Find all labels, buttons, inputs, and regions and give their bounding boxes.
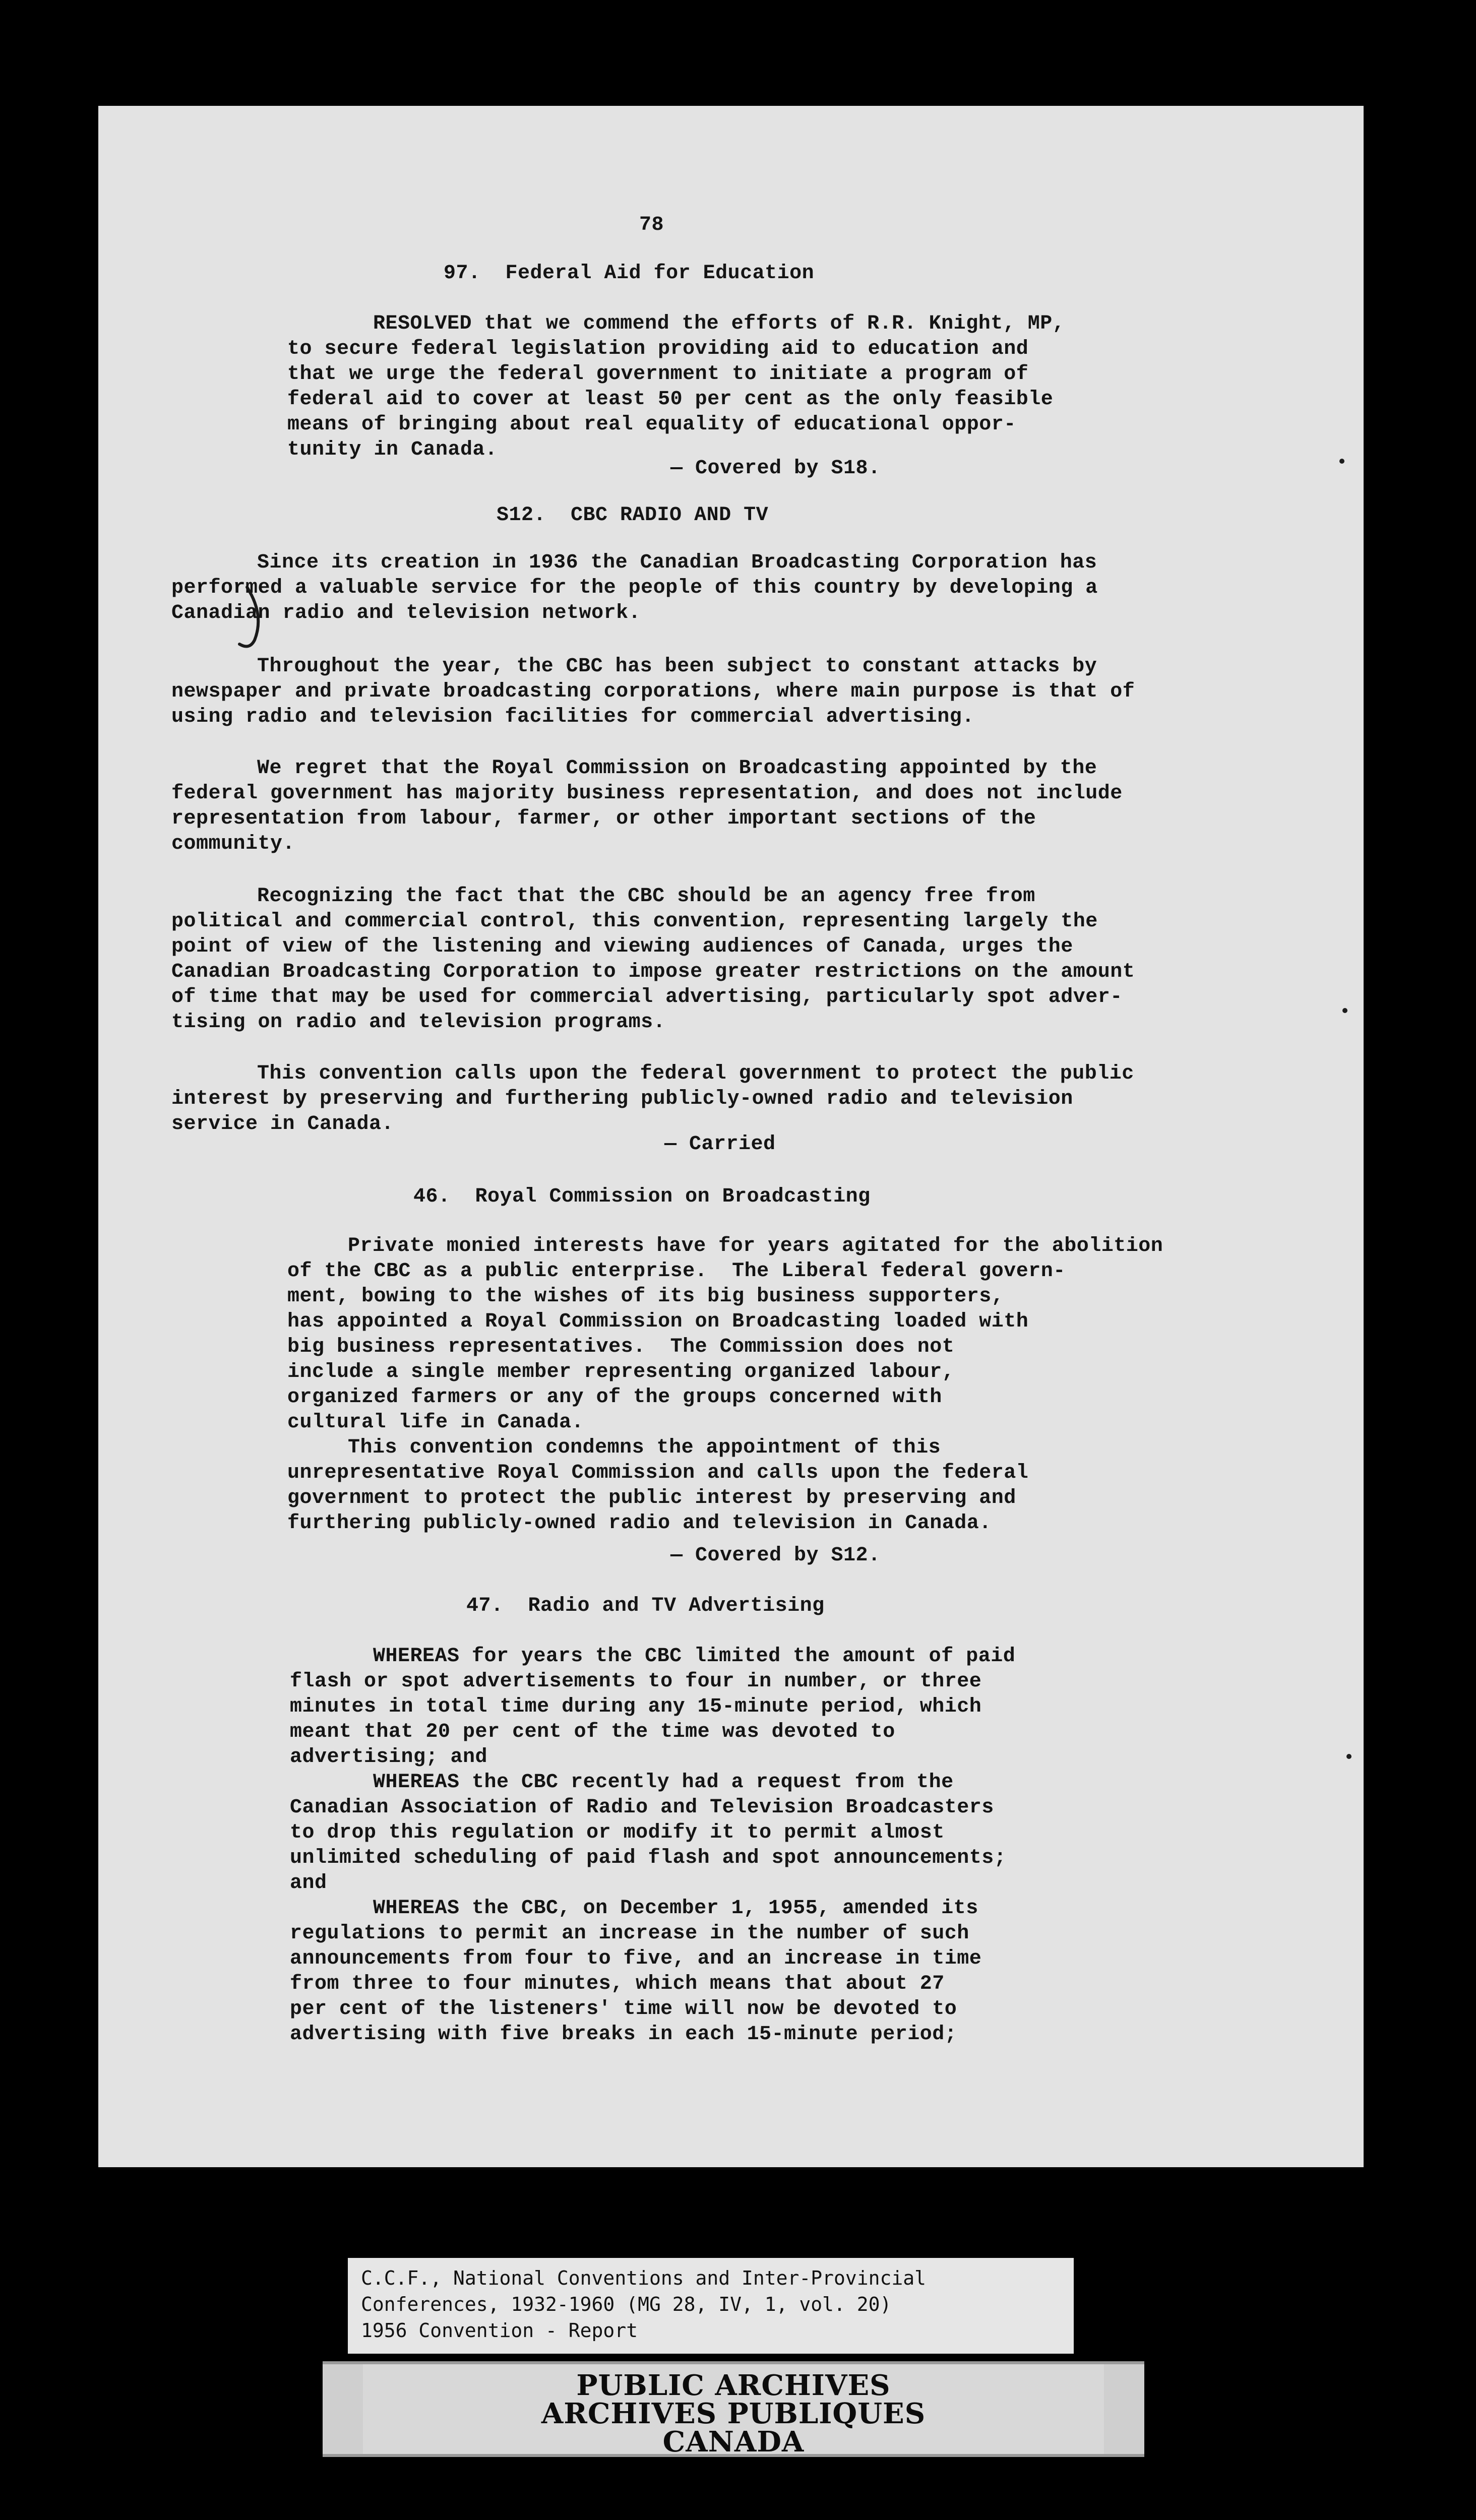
stamp-line-canada: CANADA	[662, 2425, 805, 2459]
edge-mark	[1346, 1754, 1351, 1759]
s12-para1-line: performed a valuable service for the people of this country by developing a	[171, 577, 1098, 599]
section-47-line: WHEREAS the CBC recently had a request from the	[373, 1771, 954, 1794]
section-47-line: flash or spot advertisements to four in number, or three	[290, 1670, 982, 1693]
section-46-heading: 46. Royal Commission on Broadcasting	[413, 1185, 871, 1208]
section-46-line: government to protect the public interest by preserving and	[287, 1487, 1016, 1509]
s12-para2-line: using radio and television facilities for commercial advertising.	[171, 706, 974, 728]
section-47-line: from three to four minutes, which means that about 27	[290, 1973, 945, 1995]
archive-label-line: C.C.F., National Conventions and Inter-Provincial	[361, 2267, 927, 2289]
s12-para2-line: newspaper and private broadcasting corporations, where main purpose is that of	[171, 680, 1135, 703]
section-47-line: per cent of the listeners' time will now be devoted to	[290, 1998, 957, 2021]
s12-para5-line: interest by preserving and furthering publicly-owned radio and television	[171, 1088, 1073, 1110]
section-s12-heading: S12. CBC RADIO AND TV	[497, 504, 769, 527]
s12-para1-line: Canadian radio and television network.	[171, 602, 641, 624]
section-47-line: WHEREAS the CBC, on December 1, 1955, amended its	[373, 1897, 978, 1920]
section-47-line: minutes in total time during any 15-minute period, which	[290, 1695, 982, 1718]
section-46-line: include a single member representing organized labour,	[287, 1361, 955, 1383]
section-47-line: announcements from four to five, and an increase in time	[290, 1947, 982, 1970]
public-archives-stamp	[323, 2361, 1144, 2457]
s12-para3-line: community.	[171, 833, 295, 855]
archive-label-line: 1956 Convention - Report	[361, 2319, 638, 2342]
section-46-line: cultural life in Canada.	[287, 1411, 584, 1434]
edge-mark	[1339, 459, 1344, 464]
section-46-line: big business representatives. The Commission does not	[287, 1336, 955, 1358]
s12-para4-line: Recognizing the fact that the CBC should be an agency free from	[257, 885, 1035, 908]
section-47-line: and	[290, 1872, 327, 1895]
archive-label-line: Conferences, 1932-1960 (MG 28, IV, 1, vol. 20)	[361, 2293, 892, 2315]
section-47-line: advertising; and	[290, 1746, 488, 1769]
section-46-line: This convention condemns the appointment of this	[348, 1436, 941, 1459]
s12-para4-line: Canadian Broadcasting Corporation to impose greater restrictions on the amount	[171, 961, 1135, 983]
section-97-line: to secure federal legislation providing aid to education and	[287, 338, 1029, 360]
section-46-line: furthering publicly-owned radio and television in Canada.	[287, 1512, 992, 1535]
section-46-line: of the CBC as a public enterprise. The Liberal federal govern-	[287, 1260, 1066, 1283]
section-97-line: that we urge the federal government to initiate a program of	[287, 363, 1029, 386]
section-46-line: has appointed a Royal Commission on Broadcasting loaded with	[287, 1310, 1029, 1333]
s12-para5-line: service in Canada.	[171, 1113, 394, 1136]
section-47-line: meant that 20 per cent of the time was devoted to	[290, 1721, 895, 1743]
s12-para4-line: tising on radio and television programs.	[171, 1011, 666, 1034]
s12-para2-line: Throughout the year, the CBC has been subject to constant attacks by	[257, 655, 1097, 678]
section-97-disposition: — Covered by S18.	[670, 457, 881, 480]
stamp-line-archives-publiques: ARCHIVES PUBLIQUES	[541, 2397, 926, 2430]
section-97-line: tunity in Canada.	[287, 438, 498, 461]
s12-para5-line: This convention calls upon the federal government to protect the public	[257, 1062, 1134, 1085]
s12-para3-line: representation from labour, farmer, or other important sections of the	[171, 807, 1036, 830]
section-47-line: Canadian Association of Radio and Television Broadcasters	[290, 1796, 994, 1819]
section-47-heading: 47. Radio and TV Advertising	[466, 1595, 825, 1617]
section-46-line: unrepresentative Royal Commission and calls upon the federal	[287, 1462, 1029, 1484]
section-47-line: advertising with five breaks in each 15-minute period;	[290, 2023, 957, 2046]
stamp-text-block	[363, 2364, 1104, 2459]
section-47-line: regulations to permit an increase in the number of such	[290, 1922, 969, 1945]
section-47-line: to drop this regulation or modify it to permit almost	[290, 1821, 945, 1844]
section-47-line: unlimited scheduling of paid flash and spot announcements;	[290, 1847, 1007, 1869]
s12-para1-line: Since its creation in 1936 the Canadian Broadcasting Corporation has	[257, 551, 1097, 574]
s12-para4-line: point of view of the listening and viewing audiences of Canada, urges the	[171, 935, 1073, 958]
section-97-heading: 97. Federal Aid for Education	[444, 262, 815, 285]
section-97-line: RESOLVED that we commend the efforts of R.R. Knight, MP,	[373, 312, 1065, 335]
page-number: 78	[639, 214, 664, 236]
section-46-disposition: — Covered by S12.	[670, 1544, 881, 1567]
section-97-line: federal aid to cover at least 50 per cent as the only feasible	[287, 388, 1054, 411]
s12-para4-line: of time that may be used for commercial advertising, particularly spot adver-	[171, 986, 1123, 1009]
s12-para3-line: federal government has majority business representation, and does not include	[171, 782, 1123, 805]
s12-para3-line: We regret that the Royal Commission on Broadcasting appointed by the	[257, 757, 1097, 780]
stamp-line-public-archives: PUBLIC ARCHIVES	[576, 2369, 891, 2402]
section-46-line: organized farmers or any of the groups concerned with	[287, 1386, 942, 1409]
section-46-line: Private monied interests have for years agitated for the abolition	[348, 1235, 1163, 1257]
section-46-line: ment, bowing to the wishes of its big business supporters,	[287, 1285, 1004, 1308]
archive-reference-label	[348, 2258, 1074, 2354]
section-47-line: WHEREAS for years the CBC limited the amount of paid	[373, 1645, 1016, 1668]
section-97-line: means of bringing about real equality of educational oppor-	[287, 413, 1016, 436]
s12-disposition: — Carried	[664, 1133, 776, 1156]
s12-para4-line: political and commercial control, this convention, representing largely the	[171, 910, 1098, 933]
edge-mark	[1342, 1008, 1347, 1013]
